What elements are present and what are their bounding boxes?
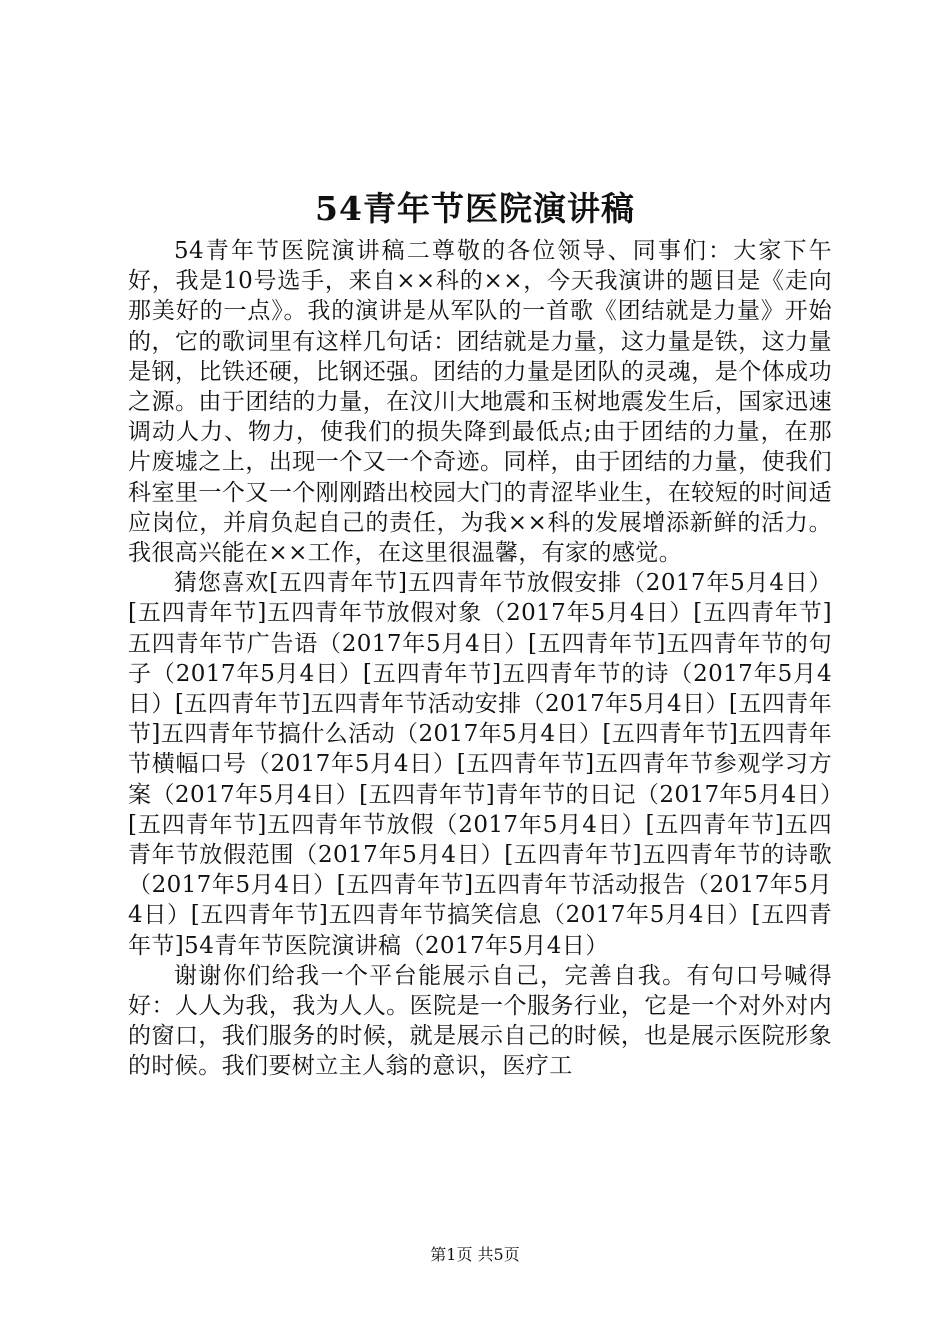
page-number-footer: 第1页 共5页 xyxy=(430,1245,520,1264)
paragraph-speech-intro: 54青年节医院演讲稿二尊敬的各位领导、同事们：大家下午好，我是10号选手，来自××科的××，今天我演讲的题目是《走向那美好的一点》。我的演讲是从军队的一首歌《团结就是力量》开始的，它的歌词里有这样几句话：团结就是力量，这力量是铁，这力量是钢，比铁还硬，比钢还强。团结的力量是团队的灵魂，是个体成功之源。由于团结的力量，在汶川大地震和玉树地震发生后，国家迅速调动人力、物力，使我们的损失降到最低点;由于团结的力量，在那片废墟之上，出现一个又一个奇迹。同样，由于团结的力量，使我们科室里一个又一个刚刚踏出校园大门的青涩毕业生，在较短的时间适应岗位，并肩负起自己的责任，为我××科的发展增添新鲜的活力。我很高兴能在××工作，在这里很温馨，有家的感觉。 xyxy=(128,238,832,567)
paragraph-speech-continued: 谢谢你们给我一个平台能展示自己，完善自我。有句口号喊得好：人人为我，我为人人。医院是一个服务行业，它是一个对外对内的窗口，我们服务的时候，就是展示自己的时候，也是展示医院形象的时候。我们要树立主人翁的意识，医疗工 xyxy=(128,962,832,1080)
paragraph-related-links: 猜您喜欢[五四青年节]五四青年节放假安排（2017年5月4日）[五四青年节]五四青年节放假对象（2017年5月4日）[五四青年节]五四青年节广告语（2017年5月4日）[五四青年节]五四青年节的句子（2017年5月4日）[五四青年节]五四青年节的诗（2017年5月4日）[五四青年节]五四青年节活动安排（2017年5月4日）[五四青年节]五四青年节搞什么活动（2017年5月4日）[五四青年节]五四青年节横幅口号（2017年5月4日）[五四青年节]五四青年节参观学习方案（2017年5月4日）[五四青年节]青年节的日记（2017年5月4日）[五四青年节]五四青年节放假（2017年5月4日）[五四青年节]五四青年节放假范围（2017年5月4日）[五四青年节]五四青年节的诗歌（2017年5月4日）[五四青年节]五四青年节活动报告（2017年5月4日）[五四青年节]五四青年节搞笑信息（2017年5月4日）[五四青年节]54青年节医院演讲稿（2017年5月4日） xyxy=(128,570,832,959)
document-title: 54青年节医院演讲稿 xyxy=(315,189,635,228)
document-body xyxy=(128,236,832,1082)
